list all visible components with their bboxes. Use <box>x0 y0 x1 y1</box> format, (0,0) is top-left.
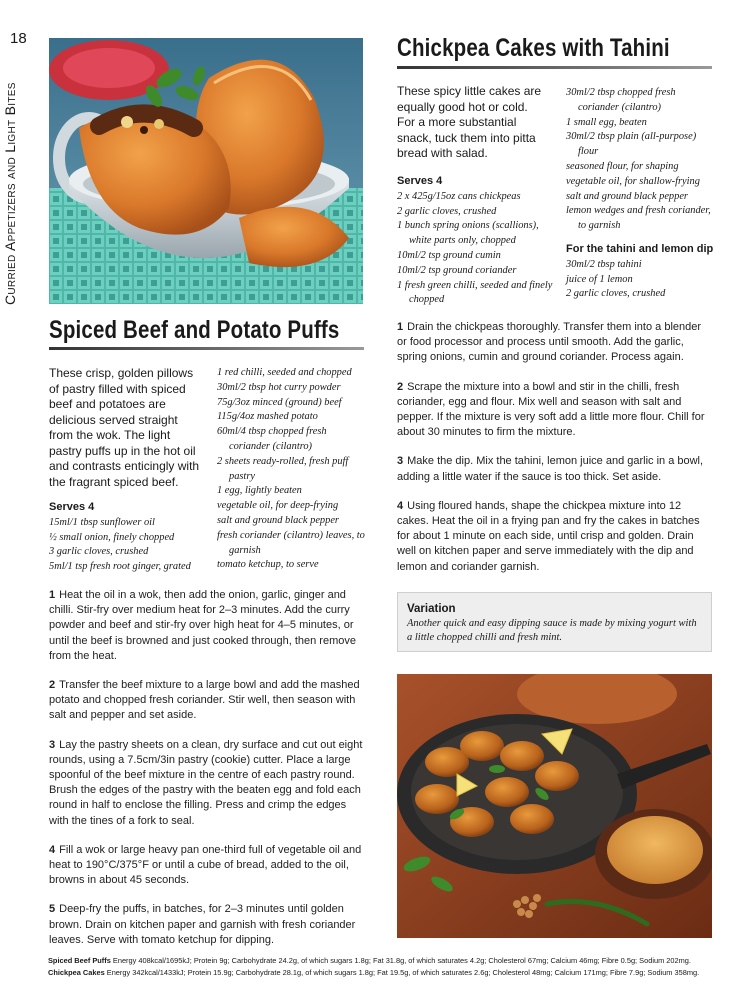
ingredient-item: 2 x 425g/15oz cans chickpeas <box>397 190 521 202</box>
ingredient-item: 75g/3oz minced (ground) beef <box>217 396 342 408</box>
nutrition-cakes <box>48 968 713 978</box>
nutrition-label: Chickpea Cakes <box>48 968 105 977</box>
ingredient-item: 30ml/2 tbsp tahini <box>566 258 642 270</box>
method-step <box>397 499 713 575</box>
method-step <box>397 320 713 366</box>
running-head: Curried Appetizers and Light Bites <box>2 82 18 305</box>
ingredient-item: salt and ground black pepper <box>566 190 688 202</box>
spiced-beef-puffs-photo <box>49 38 363 304</box>
step-text: Fill a wok or large heavy pan one-third full of vegetable oil and heat to 190°C/375°F or until a cube of bread, added to the oil, browns in about 45 seconds. <box>49 843 362 887</box>
step-number: 3 <box>397 455 404 468</box>
ingredient-item: 1 small egg, beaten <box>566 116 647 128</box>
dip-heading: For the tahini and lemon dip <box>566 242 714 255</box>
ingredient-item: 15ml/1 tbsp sunflower oil <box>49 516 155 528</box>
ingredient-item: 10ml/2 tsp ground cumin <box>397 249 501 261</box>
step-number: 2 <box>397 380 404 393</box>
ingredient-item: 3 garlic cloves, crushed <box>49 546 149 558</box>
step-number: 2 <box>49 679 56 692</box>
method-step <box>397 454 713 484</box>
method-step <box>49 678 365 724</box>
step-text: Lay the pastry sheets on a clean, dry surface and cut out eight rounds, using a 7.5cm/3in pastry (cookie) cutter. Place a large spoonful of the beef mixture in the centre of each pastry round. Brush the edges of the pastry with the beaten egg and fold each round in half to enclose the filling. Press and crimp the edges with the tines of a fork to seal. <box>49 738 363 827</box>
ingredient-item: 2 sheets ready-rolled, fresh puff pastry <box>217 455 349 482</box>
step-number: 1 <box>49 589 56 601</box>
variation-box <box>397 592 712 652</box>
ingredient-item: 5ml/1 tsp fresh root ginger, grated <box>49 561 191 573</box>
ingredient-item: tomato ketchup, to serve <box>217 559 319 571</box>
page-number: 18 <box>10 30 27 47</box>
step-text: Make the dip. Mix the tahini, lemon juice and garlic in a bowl, adding a little water if the sauce is too thick. Set aside. <box>397 455 704 483</box>
step-text: Deep-fry the puffs, in batches, for 2–3 minutes until golden brown. Drain on kitchen paper and garnish with fresh coriander leaves. Serve with tomato ketchup for dipping. <box>49 903 356 946</box>
method-step <box>49 843 365 889</box>
nutrition-label: Spiced Beef Puffs <box>48 956 111 965</box>
recipe1-ingredients-col2 <box>217 366 367 573</box>
ingredient-item: seasoned flour, for shaping <box>566 160 679 172</box>
recipe2-intro: These spicy little cakes are equally good hot or cold. For a more substantial snack, tuck them into pitta bread with salad. <box>397 84 542 160</box>
step-number: 1 <box>397 321 404 333</box>
step-text: Drain the chickpeas thoroughly. Transfer them into a blender or food processor and process until smooth. Add the garlic, spring onions, cumin and ground coriander. Process again. <box>397 321 702 364</box>
recipe1-title: Spiced Beef and Potato Puffs <box>49 316 340 344</box>
variation-title: Variation <box>407 603 456 615</box>
step-text: Using floured hands, shape the chickpea mixture into 12 cakes. Heat the oil in a frying pan and fry the cakes in batches for about 1 minute on each side, until crisp and golden. Drain well on kitchen paper and serve immediately with the dip and lemon and coriander garnish. <box>397 499 700 573</box>
recipe1-ingredients-col1 <box>49 500 211 575</box>
ingredient-item: 1 egg, lightly beaten <box>217 485 302 497</box>
ingredient-item: vegetable oil, for shallow-frying <box>566 175 700 187</box>
recipe2-serves: Serves 4 <box>397 175 443 187</box>
recipe2-title: Chickpea Cakes with Tahini <box>397 34 670 62</box>
ingredient-item: 2 garlic cloves, crushed <box>397 205 497 217</box>
ingredient-item: lemon wedges and fresh coriander, to garnish <box>566 205 711 232</box>
recipe2-ingredients-col1 <box>397 174 559 308</box>
step-number: 4 <box>397 499 404 512</box>
variation-text: Another quick and easy dipping sauce is made by mixing yogurt with a little chopped chilli and fresh mint. <box>407 618 697 643</box>
ingredient-item: juice of 1 lemon <box>566 273 633 285</box>
ingredient-item: 1 red chilli, seeded and chopped <box>217 367 352 378</box>
method-step <box>397 380 713 441</box>
ingredient-item: fresh coriander (cilantro) leaves, to garnish <box>217 529 365 556</box>
step-number: 4 <box>49 843 56 856</box>
ingredient-item: 30ml/2 tbsp hot curry powder <box>217 381 341 393</box>
recipe2-method <box>397 320 713 589</box>
recipe1-method <box>49 588 365 962</box>
recipe1-title-rule <box>49 347 364 350</box>
ingredient-item: salt and ground black pepper <box>217 514 339 526</box>
recipe2-title-rule <box>397 66 712 69</box>
ingredient-item: vegetable oil, for deep-frying <box>217 500 339 512</box>
step-number: 5 <box>49 903 56 916</box>
ingredient-item: 10ml/2 tsp ground coriander <box>397 264 517 276</box>
ingredient-item: 2 garlic cloves, crushed <box>566 288 666 300</box>
ingredient-item: 1 fresh green chilli, seeded and finely chopped <box>397 279 553 306</box>
ingredient-item: ½ small onion, finely chopped <box>49 531 175 543</box>
ingredient-item: 115g/4oz mashed potato <box>217 411 318 423</box>
nutrition-text: Energy 342kcal/1433kJ; Protein 15.9g; Carbohydrate 28.1g, of which sugars 1.8g; Fat 19.5g, of which saturates 2.6g; Cholesterol 48mg; Calcium 171mg; Fibre 7.9g; Sodium 358mg. <box>106 968 700 977</box>
ingredient-item: 30ml/2 tbsp chopped fresh coriander (cilantro) <box>566 87 676 113</box>
step-number: 3 <box>49 738 56 751</box>
step-text: Transfer the beef mixture to a large bowl and add the mashed potato and chopped fresh coriander. Stir well, then season with salt and pepper and set aside. <box>49 679 360 722</box>
ingredient-item: 1 bunch spring onions (scallions), white parts only, chopped <box>397 220 539 247</box>
ingredient-item: 30ml/2 tbsp plain (all-purpose) flour <box>566 131 697 158</box>
nutrition-text: Energy 408kcal/1695kJ; Protein 9g; Carbohydrate 24.2g, of which sugars 1.8g; Fat 31.8g, of which saturates 4.2g; Cholesterol 67mg; Calcium 46mg; Fibre 0.5g; Sodium 202mg. <box>112 956 691 965</box>
step-text: Scrape the mixture into a bowl and stir in the chilli, fresh coriander, egg and flour. Mix well and season with salt and pepper. If the mixture is very soft add a little more flour. Chill for about 30 minutes to firm the mixture. <box>397 380 705 439</box>
recipe2-ingredients-col2 <box>566 86 716 302</box>
recipe1-serves: Serves 4 <box>49 501 95 513</box>
ingredient-item: 60ml/4 tbsp chopped fresh coriander (cilantro) <box>217 426 327 452</box>
recipe1-intro: These crisp, golden pillows of pastry filled with spiced beef and potatoes are delicious served straight from the wok. The light pastry puffs up in the hot oil and contrasts enticingly with the fragrant spiced beef. <box>49 366 200 489</box>
method-step <box>49 588 365 664</box>
step-text: Heat the oil in a wok, then add the onion, garlic, ginger and chilli. Stir-fry over medium heat for 2–3 minutes. Add the curry powder and beef and stir-fry over high heat for 4–5 minutes, or until the beef is browned and just cooked through, then remove from the heat. <box>49 589 356 662</box>
nutrition-puffs <box>48 956 713 966</box>
method-step <box>49 738 365 829</box>
method-step <box>49 902 365 948</box>
chickpea-cakes-photo <box>397 674 712 938</box>
